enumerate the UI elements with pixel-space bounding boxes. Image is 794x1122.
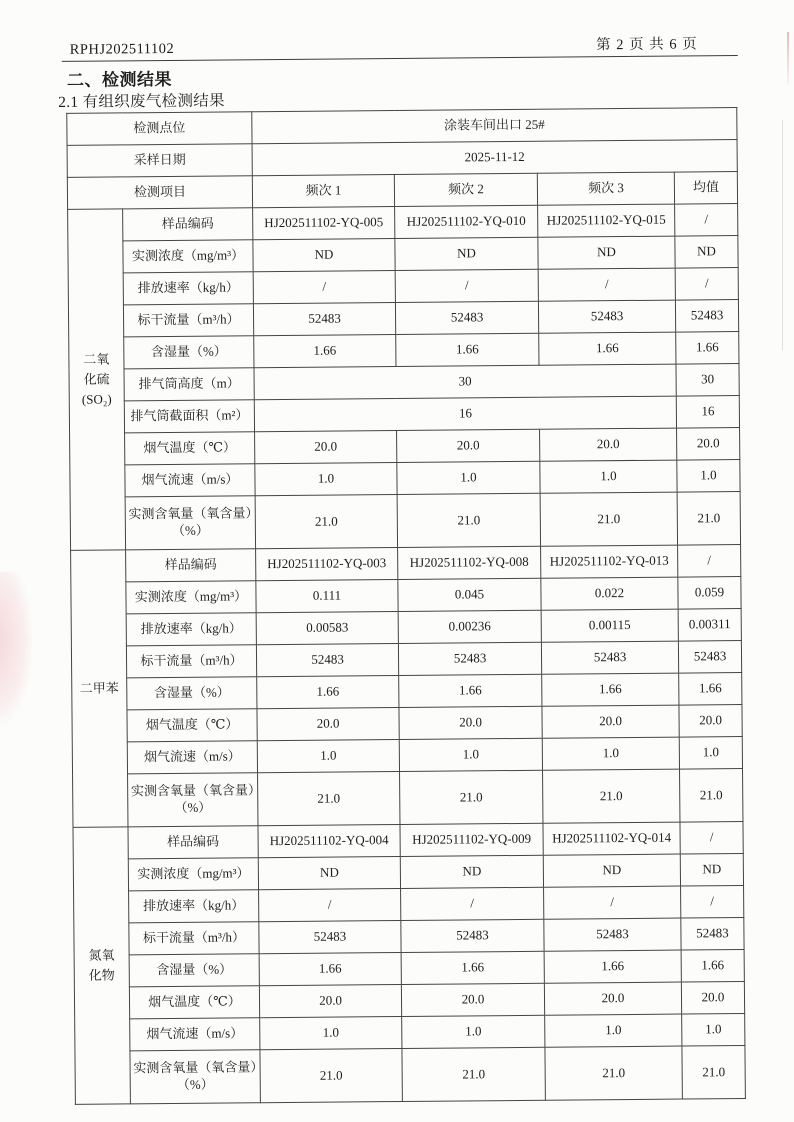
- cell-value: ND: [538, 236, 675, 269]
- cell-value: 1.0: [255, 463, 397, 496]
- cell-value: /: [675, 268, 738, 301]
- row-label: 烟气流速（m/s）: [125, 464, 255, 497]
- row-label: 实测含氧量（氧含量）（%）: [128, 773, 258, 827]
- cell-value: 0.022: [541, 577, 678, 610]
- cell-value: 21.0: [677, 492, 740, 546]
- cell-value: 52483: [538, 300, 675, 333]
- emissions-results-table: [66, 107, 746, 1105]
- table-row: [75, 1046, 745, 1105]
- cell-value: 0.00583: [256, 612, 398, 645]
- cell-value: 1.0: [542, 737, 679, 770]
- cell-value: ND: [395, 237, 538, 270]
- cell-value: 1.0: [679, 737, 742, 770]
- row-label: 烟气流速（m/s）: [127, 741, 257, 774]
- cell-value: 52483: [395, 301, 538, 334]
- cell-value: 52483: [681, 918, 744, 951]
- cell-value: 52483: [541, 641, 678, 674]
- cell-value: 21.0: [402, 1047, 545, 1101]
- cell-value: 1.66: [679, 673, 742, 706]
- cell-value: ND: [400, 855, 543, 888]
- page-indicator: 第 2 页 共 6 页: [595, 36, 698, 54]
- cell-value: 1.66: [396, 333, 539, 366]
- cell-value: 0.00115: [541, 609, 678, 642]
- row-label: 烟气温度（℃）: [125, 432, 255, 465]
- cell-value: HJ202511102-YQ-008: [398, 546, 541, 579]
- cell-value: HJ202511102-YQ-010: [395, 205, 538, 238]
- page-header: [70, 32, 698, 58]
- row-label: 实测含氧量（氧含量）（%）: [125, 496, 255, 550]
- row-label: 烟气温度（℃）: [127, 709, 257, 742]
- row-label: 标干流量（m³/h）: [129, 922, 259, 955]
- cell-value: 0.00236: [398, 610, 541, 643]
- cell-value: 1.66: [539, 332, 676, 365]
- subsection-title: 2.1 有组织废气检测结果: [58, 92, 225, 111]
- cell-value: 1.66: [542, 673, 679, 706]
- cell-value: 52483: [253, 303, 395, 336]
- cell-value: 1.66: [254, 335, 396, 368]
- row-label: 实测浓度（mg/m³）: [128, 858, 258, 891]
- cell-value: /: [253, 271, 395, 304]
- cell-value: 20.0: [257, 708, 399, 741]
- cell-value: 20.0: [544, 982, 681, 1015]
- cell-value: ND: [253, 239, 395, 272]
- table-row: [73, 769, 743, 828]
- cell-value: 21.0: [540, 492, 677, 546]
- cell-value: 30: [676, 364, 739, 397]
- cell-value: 1.0: [540, 460, 677, 493]
- cell-value: 2025-11-12: [252, 140, 737, 176]
- cell-value-span: 16: [254, 396, 676, 432]
- row-label: 实测浓度（mg/m³）: [123, 240, 253, 273]
- cell-value: /: [680, 822, 743, 855]
- cell-value: HJ202511102-YQ-003: [256, 548, 398, 581]
- cell-value: ND: [675, 236, 738, 269]
- category-label-so2: 二氧 化硫 (SO₂): [68, 209, 126, 550]
- row-label: 标干流量（m³/h）: [126, 645, 256, 678]
- cell-value: 52483: [678, 641, 741, 674]
- cell-value: /: [538, 268, 675, 301]
- row-label: 排放速率（kg/h）: [129, 890, 259, 923]
- cell-value: 52483: [259, 921, 401, 954]
- column-header-freq2: 频次 2: [394, 173, 537, 206]
- cell-value: 16: [676, 396, 739, 429]
- cell-value: /: [675, 204, 738, 237]
- cell-value: 20.0: [255, 431, 397, 464]
- report-number: RPHJ202511102: [69, 40, 175, 58]
- cell-value: 21.0: [260, 1049, 402, 1103]
- cell-value: 21.0: [543, 769, 680, 823]
- cell-value: 52483: [544, 918, 681, 951]
- cell-value: 20.0: [401, 983, 544, 1016]
- cell-value: ND: [543, 854, 680, 887]
- cell-value: 0.111: [256, 580, 398, 613]
- cell-value-span: 30: [254, 364, 676, 400]
- cell-value: /: [259, 889, 401, 922]
- cell-value: 21.0: [258, 772, 400, 826]
- row-label: 标干流量（m³/h）: [123, 304, 253, 337]
- cell-value: 1.0: [257, 740, 399, 773]
- cell-value: 1.66: [257, 676, 399, 709]
- row-label: 样品编码: [128, 826, 258, 859]
- row-label: 含湿量（%）: [127, 677, 257, 710]
- cell-value: 20.0: [679, 705, 742, 738]
- cell-value: HJ202511102-YQ-005: [253, 207, 395, 240]
- row-label: 实测浓度（mg/m³）: [126, 581, 256, 614]
- cell-value: 1.66: [259, 953, 401, 986]
- row-label: 实测含氧量（氧含量）（%）: [130, 1050, 260, 1104]
- cell-value: 21.0: [397, 493, 540, 547]
- row-label: 含湿量（%）: [124, 336, 254, 369]
- cell-value: 21.0: [255, 495, 397, 549]
- cell-value: 1.66: [676, 332, 739, 365]
- cell-value: 0.00311: [678, 609, 741, 642]
- cell-value: 1.0: [260, 1017, 402, 1050]
- cell-value: 涂装车间出口 25#: [252, 108, 737, 144]
- row-label: 排气筒高度（m）: [124, 368, 254, 401]
- cell-value: 1.66: [544, 950, 681, 983]
- cell-value: /: [678, 545, 741, 578]
- row-label: 烟气流速（m/s）: [130, 1018, 260, 1051]
- section-title: 二、检测结果: [66, 69, 173, 90]
- cell-value: HJ202511102-YQ-009: [400, 823, 543, 856]
- cell-value: ND: [680, 854, 743, 887]
- row-label: 含湿量（%）: [129, 954, 259, 987]
- cell-value: HJ202511102-YQ-014: [543, 822, 680, 855]
- cell-value: HJ202511102-YQ-004: [258, 825, 400, 858]
- cell-value: 52483: [675, 300, 738, 333]
- cell-value: 52483: [401, 919, 544, 952]
- column-header-freq1: 频次 1: [252, 175, 394, 208]
- cell-value: 0.059: [678, 577, 741, 610]
- cell-value: 20.0: [542, 705, 679, 738]
- cell-value: 52483: [256, 644, 398, 677]
- cell-value: /: [544, 886, 681, 919]
- row-label: 检测点位: [67, 112, 252, 146]
- column-header-mean: 均值: [674, 172, 737, 205]
- row-label: 样品编码: [123, 208, 253, 241]
- cell-value: 0.045: [398, 578, 541, 611]
- cell-value: 20.0: [399, 706, 542, 739]
- cell-value: 20.0: [677, 428, 740, 461]
- table-row: [70, 492, 740, 551]
- cell-value: /: [395, 269, 538, 302]
- row-label: 烟气温度（℃）: [129, 986, 259, 1019]
- cell-value: 52483: [398, 642, 541, 675]
- cell-value: 21.0: [680, 769, 743, 823]
- cell-value: 1.0: [545, 1014, 682, 1047]
- cell-value: 21.0: [545, 1046, 682, 1100]
- cell-value: 20.0: [259, 985, 401, 1018]
- cell-value: 20.0: [397, 429, 540, 462]
- cell-value: 21.0: [682, 1046, 745, 1100]
- cell-value: /: [681, 886, 744, 919]
- column-header-freq3: 频次 3: [537, 172, 674, 205]
- row-label: 采样日期: [67, 144, 252, 178]
- row-label: 样品编码: [126, 549, 256, 582]
- row-label: 检测项目: [67, 176, 252, 210]
- cell-value: 1.0: [397, 461, 540, 494]
- cell-value: 21.0: [400, 770, 543, 824]
- cell-value: 20.0: [540, 428, 677, 461]
- cell-value: 20.0: [681, 982, 744, 1015]
- row-label: 排放速率（kg/h）: [126, 613, 256, 646]
- cell-value: 1.0: [677, 460, 740, 493]
- cell-value: 1.66: [681, 950, 744, 983]
- cell-value: HJ202511102-YQ-015: [538, 204, 675, 237]
- cell-value: 1.0: [399, 738, 542, 771]
- category-label-nox: 氮氧 化物: [73, 827, 130, 1104]
- cell-value: 1.0: [682, 1014, 745, 1047]
- cell-value: /: [401, 887, 544, 920]
- row-label: 排放速率（kg/h）: [123, 272, 253, 305]
- cell-value: ND: [258, 857, 400, 890]
- cell-value: 1.66: [401, 951, 544, 984]
- cell-value: 1.0: [402, 1015, 545, 1048]
- row-label: 排气筒截面积（m²）: [124, 400, 254, 433]
- cell-value: 1.66: [399, 674, 542, 707]
- category-label-xylene: 二甲苯: [71, 550, 128, 827]
- cell-value: HJ202511102-YQ-013: [541, 545, 678, 578]
